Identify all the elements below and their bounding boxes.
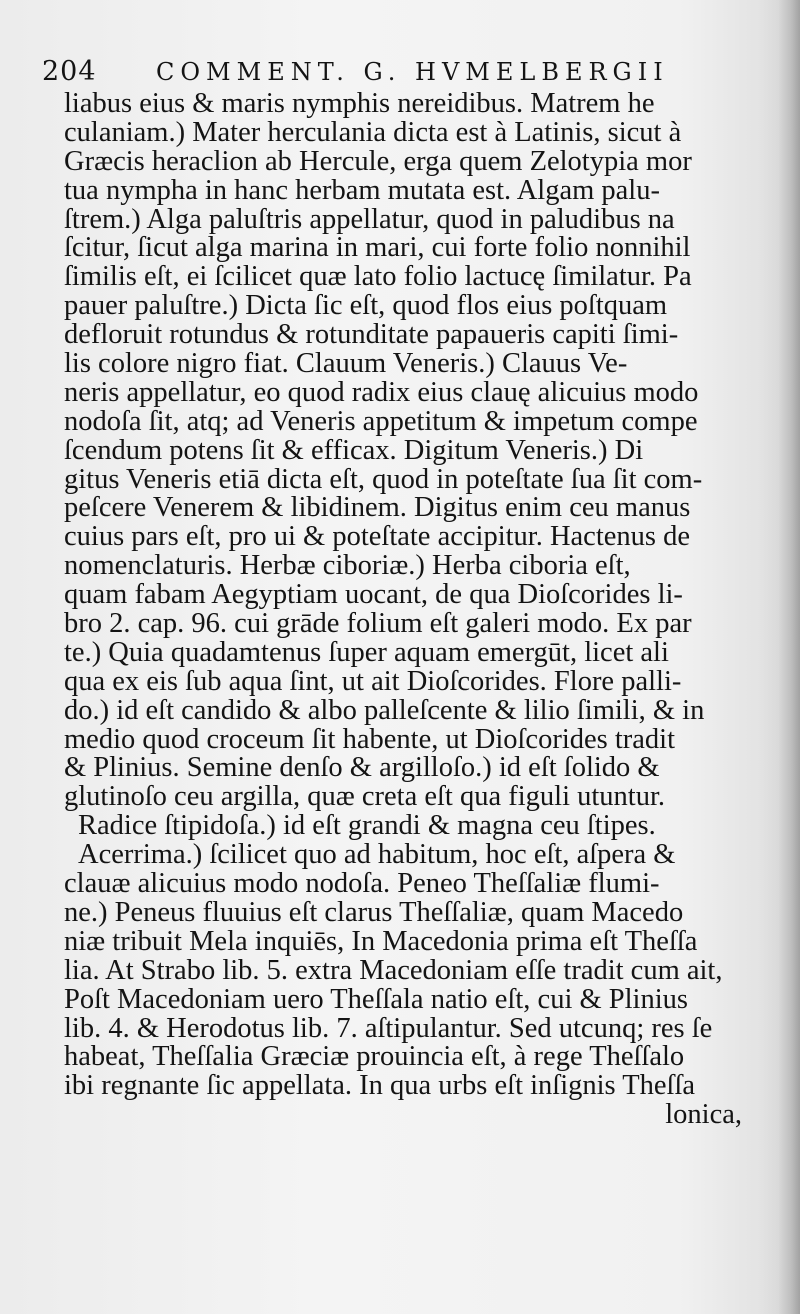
text-line: liabus eius & maris nymphis nereidibus. Matrem he: [64, 90, 655, 119]
text-line: ibi regnante ſic appellata. In qua urbs eſt inſignis Theſſa: [64, 1072, 696, 1102]
text-line: Radice ſtipidoſa.) id eſt grandi & magna ceu ſtipes.: [78, 812, 656, 842]
text-line: medio quod croceum ſit habente, ut Dioſcorides tradit: [64, 725, 675, 755]
text-line: tua nympha in hanc herbam mutata est. Algam palu-: [64, 176, 660, 206]
text-line: defloruit rotundus & rotunditate papaueris capiti ſimi-: [64, 321, 679, 351]
text-line: culaniam.) Mater herculania dicta est à Latinis, sicut à: [64, 118, 682, 148]
running-head: COMMENT. G. HVMELBERGII: [156, 58, 669, 86]
text-line: quam fabam Aegyptiam uocant, de qua Dioſcorides li-: [64, 581, 683, 611]
text-line: Acerrima.) ſcilicet quo ad habitum, hoc eſt, aſpera &: [78, 841, 676, 871]
text-line: peſcere Venerem & libidinem. Digitus enim ceu manus: [64, 494, 691, 524]
text-line: clauæ alicuius modo nodoſa. Peneo Theſſaliæ flumi-: [64, 870, 660, 899]
text-line: pauer paluſtre.) Dicta ſic eſt, quod flos eius poſtquam: [64, 292, 668, 322]
text-line: do.) id eſt candido & albo palleſcente & lilio ſimili, & in: [64, 696, 705, 726]
text-line: nodoſa ſit, atq; ad Veneris appetitum & impetum compe: [64, 407, 698, 437]
text-line: lis colore nigro fiat. Clauum Veneris.) Clauus Ve-: [64, 350, 628, 379]
text-line: qua ex eis ſub aqua ſint, ut ait Dioſcorides. Flore palli-: [64, 667, 682, 697]
text-line: Græcis heraclion ab Hercule, erga quem Zelotypia mor: [64, 147, 692, 177]
text-line: Poſt Macedoniam uero Theſſala natio eſt, cui & Plinius: [64, 985, 688, 1015]
catchword: lonica,: [665, 1101, 742, 1131]
text-line: lib. 4. & Herodotus lib. 7. aſtipulantur. Sed utcunq; res ſe: [64, 1014, 713, 1044]
text-line: niæ tribuit Mela inquiēs, In Macedonia prima eſt Theſſa: [64, 927, 698, 957]
page-header: [42, 56, 762, 94]
text-line: neris appellatur, eo quod radix eius clauę alicuius modo: [64, 378, 699, 408]
body-text: [64, 90, 754, 1130]
text-line: gitus Veneris etiā dicta eſt, quod in poteſtate ſua ſit com-: [64, 465, 703, 495]
text-line: bro 2. cap. 96. cui grāde folium eſt galeri modo. Ex par: [64, 610, 692, 639]
text-line: te.) Quia quadamtenus ſuper aquam emergūt, licet ali: [64, 638, 669, 668]
text-line: & Plinius. Semine denſo & argilloſo.) id eſt ſolido &: [64, 754, 660, 784]
text-line: ſcendum potens ſit & efficax. Digitum Veneris.) Di: [64, 436, 644, 466]
text-line: nomenclaturis. Herbæ ciboriæ.) Herba ciboria eſt,: [64, 552, 631, 582]
text-line: ne.) Peneus fluuius eſt clarus Theſſaliæ, quam Macedo: [64, 898, 684, 928]
text-line: lia. At Strabo lib. 5. extra Macedoniam eſſe tradit cum ait,: [64, 956, 723, 986]
text-line: ſimilis eſt, ei ſcilicet quæ lato folio lactucę ſimilatur. Pa: [64, 263, 692, 293]
text-line: ſcitur, ſicut alga marina in mari, cui forte folio nonnihil: [64, 234, 691, 264]
text-line: glutinoſo ceu argilla, quæ creta eſt qua figuli utuntur.: [64, 783, 666, 813]
text-line: ſtrem.) Alga paluſtris appellatur, quod in paludibus na: [64, 205, 675, 235]
page-number: 204: [42, 56, 97, 87]
text-line: habeat, Theſſalia Græciæ prouincia eſt, à rege Theſſalo: [64, 1043, 685, 1073]
text-line: cuius pars eſt, pro ui & poteſtate accipitur. Hactenus de: [64, 523, 691, 553]
